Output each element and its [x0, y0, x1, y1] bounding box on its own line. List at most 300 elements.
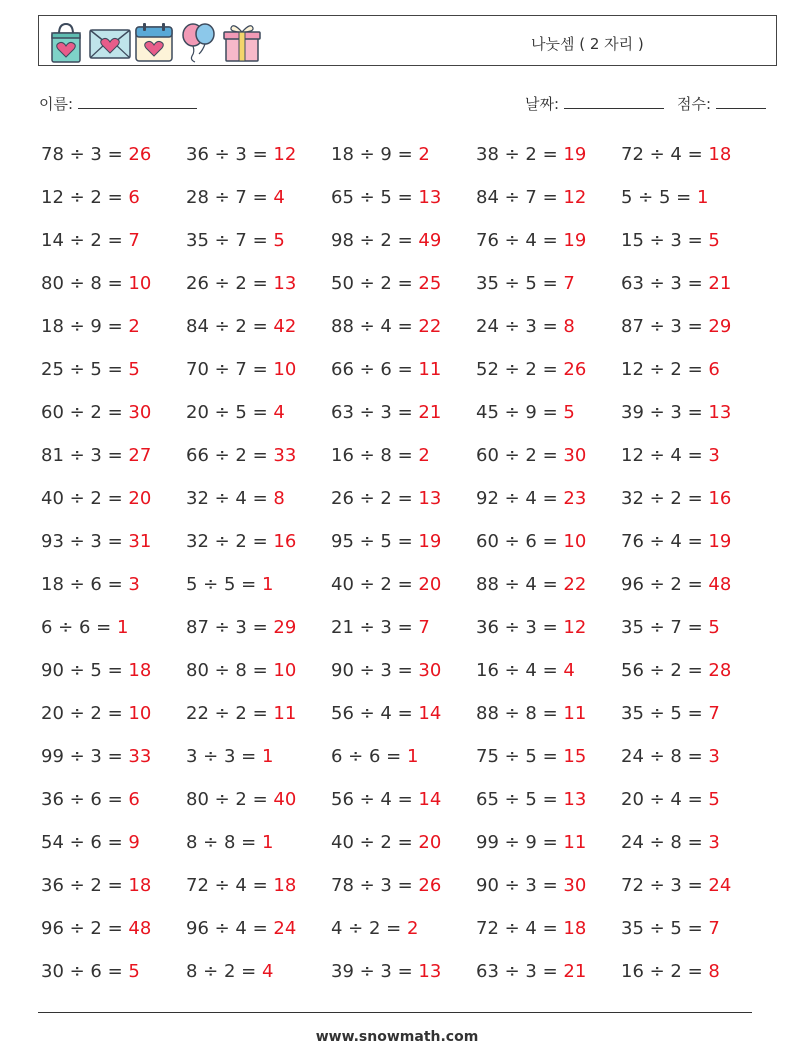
problem-answer: 20 [418, 832, 442, 853]
problem-row [41, 486, 766, 529]
problem-question: 50 ÷ 2 = [331, 273, 419, 294]
problem-cell [331, 615, 476, 658]
problem-cell [331, 701, 476, 744]
problem-answer: 9 [128, 832, 140, 853]
problem-question: 72 ÷ 4 = [476, 918, 564, 939]
problem-cell [186, 486, 331, 529]
problem-answer: 5 [708, 617, 720, 638]
problem-question: 60 ÷ 6 = [476, 531, 564, 552]
problem-cell [186, 572, 331, 615]
problem-question: 90 ÷ 3 = [476, 875, 564, 896]
problem-answer: 7 [128, 230, 140, 251]
problem-question: 12 ÷ 2 = [41, 187, 129, 208]
problem-answer: 1 [261, 746, 274, 767]
problem-answer: 21 [708, 273, 732, 294]
problem-cell [621, 486, 766, 529]
problem-question: 76 ÷ 4 = [621, 531, 709, 552]
problem-answer: 11 [563, 703, 587, 724]
problem-question: 25 ÷ 5 = [41, 359, 129, 380]
problem-answer: 23 [563, 488, 587, 509]
problem-cell [476, 959, 621, 1002]
problem-question: 40 ÷ 2 = [331, 574, 419, 595]
problem-cell [621, 185, 766, 228]
problem-cell [621, 615, 766, 658]
problem-row [41, 443, 766, 486]
problem-question: 18 ÷ 9 = [331, 144, 419, 165]
problem-cell [331, 271, 476, 314]
problem-cell [476, 486, 621, 529]
problem-cell [41, 357, 186, 400]
problem-answer: 5 [128, 359, 140, 380]
problem-question: 56 ÷ 2 = [621, 660, 709, 681]
problem-cell [621, 529, 766, 572]
problem-question: 6 ÷ 6 = [41, 617, 117, 638]
problem-answer: 6 [128, 789, 140, 810]
problem-answer: 7 [418, 617, 430, 638]
problem-question: 96 ÷ 2 = [41, 918, 129, 939]
problem-question: 87 ÷ 3 = [186, 617, 274, 638]
problem-answer: 6 [708, 359, 720, 380]
problem-question: 35 ÷ 5 = [621, 918, 709, 939]
problem-answer: 15 [563, 746, 587, 767]
problem-answer: 30 [563, 445, 587, 466]
problem-answer: 2 [418, 144, 430, 165]
problem-answer: 33 [128, 746, 152, 767]
problem-answer: 28 [708, 660, 732, 681]
problem-cell [331, 228, 476, 271]
problem-question: 95 ÷ 5 = [331, 531, 419, 552]
problem-answer: 19 [563, 144, 587, 165]
problem-question: 80 ÷ 8 = [186, 660, 274, 681]
problem-question: 26 ÷ 2 = [186, 273, 274, 294]
problem-question: 12 ÷ 2 = [621, 359, 709, 380]
footer-divider [38, 1012, 752, 1013]
problem-answer: 12 [273, 144, 297, 165]
problem-cell [41, 400, 186, 443]
problem-answer: 4 [273, 187, 285, 208]
problem-cell [476, 701, 621, 744]
problem-cell [331, 787, 476, 830]
problem-answer: 8 [708, 961, 720, 982]
problem-cell [41, 658, 186, 701]
problem-answer: 25 [418, 273, 442, 294]
problem-question: 40 ÷ 2 = [41, 488, 129, 509]
problem-question: 6 ÷ 6 = [331, 746, 407, 767]
problem-cell [621, 314, 766, 357]
problem-question: 4 ÷ 2 = [331, 918, 407, 939]
problem-cell [186, 701, 331, 744]
problem-row [41, 959, 766, 1002]
problem-cell [476, 916, 621, 959]
problem-cell [621, 400, 766, 443]
problem-cell [476, 572, 621, 615]
problem-cell [476, 787, 621, 830]
balloons-icon [177, 20, 219, 64]
problem-cell [331, 744, 476, 787]
problem-cell [621, 873, 766, 916]
problem-question: 90 ÷ 3 = [331, 660, 419, 681]
problem-answer: 8 [563, 316, 575, 337]
problem-cell [331, 314, 476, 357]
problem-answer: 10 [563, 531, 587, 552]
problem-cell [621, 830, 766, 873]
problem-question: 56 ÷ 4 = [331, 789, 419, 810]
problem-question: 90 ÷ 5 = [41, 660, 129, 681]
problem-cell [186, 357, 331, 400]
problem-answer: 49 [418, 230, 442, 251]
problem-question: 35 ÷ 7 = [621, 617, 709, 638]
problem-answer: 4 [273, 402, 285, 423]
problem-question: 16 ÷ 8 = [331, 445, 419, 466]
problem-cell [476, 142, 621, 185]
problem-answer: 14 [418, 703, 442, 724]
problem-answer: 12 [563, 187, 587, 208]
problem-question: 92 ÷ 4 = [476, 488, 564, 509]
problem-question: 24 ÷ 8 = [621, 832, 709, 853]
problem-answer: 18 [708, 144, 732, 165]
problem-row [41, 271, 766, 314]
problem-cell [621, 443, 766, 486]
problem-cell [476, 314, 621, 357]
problem-question: 8 ÷ 2 = [186, 961, 262, 982]
problem-cell [41, 314, 186, 357]
problem-question: 88 ÷ 4 = [476, 574, 564, 595]
problem-question: 84 ÷ 7 = [476, 187, 564, 208]
problem-question: 38 ÷ 2 = [476, 144, 564, 165]
problem-question: 36 ÷ 3 = [186, 144, 274, 165]
problem-cell [331, 529, 476, 572]
problem-question: 30 ÷ 6 = [41, 961, 129, 982]
problem-question: 63 ÷ 3 = [476, 961, 564, 982]
problem-question: 99 ÷ 9 = [476, 832, 564, 853]
problem-question: 20 ÷ 4 = [621, 789, 709, 810]
problem-cell [621, 701, 766, 744]
problem-answer: 14 [418, 789, 442, 810]
problem-cell [331, 400, 476, 443]
problem-cell [476, 873, 621, 916]
problem-answer: 2 [128, 316, 140, 337]
problem-cell [621, 572, 766, 615]
problem-cell [41, 787, 186, 830]
problem-answer: 13 [563, 789, 587, 810]
problem-cell [331, 830, 476, 873]
problem-question: 72 ÷ 4 = [186, 875, 274, 896]
shopping-bag-heart-icon [45, 20, 87, 64]
problem-question: 76 ÷ 4 = [476, 230, 564, 251]
problem-answer: 11 [418, 359, 442, 380]
problem-question: 56 ÷ 4 = [331, 703, 419, 724]
problem-answer: 22 [563, 574, 587, 595]
problem-answer: 40 [273, 789, 297, 810]
problem-question: 93 ÷ 3 = [41, 531, 129, 552]
problem-cell [41, 959, 186, 1002]
problem-cell [41, 701, 186, 744]
problem-cell [476, 830, 621, 873]
problem-cell [186, 787, 331, 830]
problem-answer: 10 [128, 703, 152, 724]
problem-question: 63 ÷ 3 = [621, 273, 709, 294]
date-label: 날짜: [525, 95, 560, 113]
problem-answer: 19 [708, 531, 732, 552]
problem-cell [186, 314, 331, 357]
worksheet-header [38, 15, 777, 66]
problem-cell [41, 830, 186, 873]
problem-answer: 48 [128, 918, 152, 939]
problem-question: 39 ÷ 3 = [331, 961, 419, 982]
problem-answer: 27 [128, 445, 152, 466]
problem-cell [186, 271, 331, 314]
problem-answer: 4 [563, 660, 575, 681]
problem-question: 54 ÷ 6 = [41, 832, 129, 853]
problem-answer: 3 [708, 832, 720, 853]
problem-row [41, 873, 766, 916]
problem-row [41, 830, 766, 873]
problem-cell [331, 873, 476, 916]
problem-answer: 7 [563, 273, 575, 294]
problem-cell [621, 357, 766, 400]
problem-answer: 1 [116, 617, 129, 638]
problem-question: 36 ÷ 2 = [41, 875, 129, 896]
problem-cell [186, 400, 331, 443]
problem-question: 18 ÷ 9 = [41, 316, 129, 337]
problem-question: 39 ÷ 3 = [621, 402, 709, 423]
problem-cell [41, 185, 186, 228]
problem-question: 35 ÷ 7 = [186, 230, 274, 251]
problem-question: 36 ÷ 6 = [41, 789, 129, 810]
problem-cell [476, 185, 621, 228]
problem-row [41, 142, 766, 185]
problem-answer: 4 [261, 961, 274, 982]
problem-cell [331, 357, 476, 400]
problem-question: 66 ÷ 2 = [186, 445, 274, 466]
problem-row [41, 185, 766, 228]
problem-answer: 18 [128, 660, 152, 681]
problem-answer: 33 [273, 445, 297, 466]
problem-question: 96 ÷ 4 = [186, 918, 274, 939]
problem-answer: 1 [261, 574, 274, 595]
name-label: 이름: [39, 95, 74, 113]
problem-answer: 5 [708, 789, 720, 810]
date-field[interactable] [525, 93, 664, 114]
problem-question: 21 ÷ 3 = [331, 617, 419, 638]
problem-cell [41, 615, 186, 658]
problem-question: 60 ÷ 2 = [476, 445, 564, 466]
problem-grid [41, 142, 766, 1002]
problem-question: 32 ÷ 4 = [186, 488, 274, 509]
problem-answer: 3 [128, 574, 140, 595]
problem-cell [41, 744, 186, 787]
problem-answer: 16 [273, 531, 297, 552]
problem-cell [476, 529, 621, 572]
problem-question: 87 ÷ 3 = [621, 316, 709, 337]
problem-cell [41, 142, 186, 185]
problem-question: 99 ÷ 3 = [41, 746, 129, 767]
problem-cell [621, 744, 766, 787]
problem-cell [621, 658, 766, 701]
problem-answer: 26 [563, 359, 587, 380]
problem-question: 80 ÷ 8 = [41, 273, 129, 294]
problem-question: 96 ÷ 2 = [621, 574, 709, 595]
problem-answer: 21 [563, 961, 587, 982]
problem-answer: 5 [708, 230, 720, 251]
problem-answer: 48 [708, 574, 732, 595]
problem-cell [476, 271, 621, 314]
problem-row [41, 529, 766, 572]
problem-question: 52 ÷ 2 = [476, 359, 564, 380]
problem-cell [41, 443, 186, 486]
problem-cell [621, 959, 766, 1002]
problem-cell [41, 572, 186, 615]
problem-cell [186, 228, 331, 271]
problem-cell [476, 400, 621, 443]
problem-row [41, 701, 766, 744]
problem-answer: 7 [708, 918, 720, 939]
problem-cell [186, 529, 331, 572]
problem-question: 5 ÷ 5 = [621, 187, 697, 208]
problem-cell [331, 572, 476, 615]
problem-answer: 42 [273, 316, 297, 337]
problem-question: 28 ÷ 7 = [186, 187, 274, 208]
problem-question: 72 ÷ 4 = [621, 144, 709, 165]
header-icons [45, 20, 263, 64]
problem-question: 20 ÷ 2 = [41, 703, 129, 724]
problem-question: 16 ÷ 2 = [621, 961, 709, 982]
problem-cell [186, 443, 331, 486]
problem-question: 75 ÷ 5 = [476, 746, 564, 767]
problem-answer: 29 [708, 316, 732, 337]
problem-question: 22 ÷ 2 = [186, 703, 274, 724]
problem-question: 5 ÷ 5 = [186, 574, 262, 595]
problem-answer: 24 [273, 918, 297, 939]
problem-answer: 11 [273, 703, 297, 724]
problem-answer: 3 [708, 746, 720, 767]
problem-cell [41, 916, 186, 959]
problem-answer: 22 [418, 316, 442, 337]
problem-cell [331, 142, 476, 185]
problem-question: 32 ÷ 2 = [186, 531, 274, 552]
problem-answer: 13 [418, 488, 442, 509]
problem-cell [186, 744, 331, 787]
problem-answer: 8 [273, 488, 285, 509]
problem-question: 88 ÷ 4 = [331, 316, 419, 337]
problem-row [41, 357, 766, 400]
problem-question: 65 ÷ 5 = [476, 789, 564, 810]
problem-answer: 18 [128, 875, 152, 896]
problem-answer: 11 [563, 832, 587, 853]
problem-cell [621, 787, 766, 830]
score-label: 점수: [677, 95, 712, 113]
problem-question: 40 ÷ 2 = [331, 832, 419, 853]
problem-answer: 19 [563, 230, 587, 251]
problem-cell [476, 228, 621, 271]
problem-answer: 5 [273, 230, 285, 251]
score-field[interactable] [677, 93, 766, 114]
problem-answer: 18 [563, 918, 587, 939]
envelope-heart-icon [89, 20, 131, 64]
problem-answer: 30 [563, 875, 587, 896]
problem-answer: 13 [418, 187, 442, 208]
problem-question: 15 ÷ 3 = [621, 230, 709, 251]
problem-question: 32 ÷ 2 = [621, 488, 709, 509]
problem-question: 16 ÷ 4 = [476, 660, 564, 681]
problem-row [41, 787, 766, 830]
problem-answer: 29 [273, 617, 297, 638]
problem-row [41, 228, 766, 271]
score-blank[interactable] [716, 94, 766, 109]
problem-question: 72 ÷ 3 = [621, 875, 709, 896]
problem-question: 65 ÷ 5 = [331, 187, 419, 208]
problem-cell [331, 486, 476, 529]
problem-cell [41, 271, 186, 314]
problem-cell [331, 443, 476, 486]
problem-cell [41, 873, 186, 916]
problem-answer: 2 [418, 445, 430, 466]
problem-cell [186, 185, 331, 228]
problem-answer: 10 [273, 359, 297, 380]
problem-answer: 13 [273, 273, 297, 294]
problem-cell [186, 830, 331, 873]
problem-row [41, 572, 766, 615]
problem-cell [621, 916, 766, 959]
problem-cell [621, 271, 766, 314]
problem-question: 35 ÷ 5 = [476, 273, 564, 294]
problem-cell [331, 185, 476, 228]
problem-cell [476, 443, 621, 486]
problem-answer: 16 [708, 488, 732, 509]
problem-answer: 13 [708, 402, 732, 423]
worksheet-title: 나눗셈 ( 2 자리 ) [531, 35, 644, 53]
problem-answer: 1 [406, 746, 419, 767]
problem-cell [186, 959, 331, 1002]
problem-answer: 7 [708, 703, 720, 724]
problem-cell [476, 744, 621, 787]
problem-question: 14 ÷ 2 = [41, 230, 129, 251]
problem-question: 24 ÷ 3 = [476, 316, 564, 337]
date-blank[interactable] [564, 94, 664, 109]
problem-question: 60 ÷ 2 = [41, 402, 129, 423]
problem-answer: 5 [563, 402, 575, 423]
problem-row [41, 615, 766, 658]
problem-question: 63 ÷ 3 = [331, 402, 419, 423]
problem-cell [41, 529, 186, 572]
problem-cell [621, 228, 766, 271]
problem-question: 78 ÷ 3 = [331, 875, 419, 896]
problem-cell [186, 142, 331, 185]
problem-question: 70 ÷ 7 = [186, 359, 274, 380]
calendar-heart-icon [133, 20, 175, 64]
problem-question: 20 ÷ 5 = [186, 402, 274, 423]
name-blank[interactable] [78, 94, 197, 109]
problem-answer: 19 [418, 531, 442, 552]
problem-answer: 21 [418, 402, 442, 423]
problem-cell [186, 615, 331, 658]
problem-row [41, 744, 766, 787]
problem-row [41, 314, 766, 357]
problem-row [41, 658, 766, 701]
name-field[interactable] [39, 93, 197, 114]
problem-cell [621, 142, 766, 185]
problem-answer: 1 [696, 187, 709, 208]
problem-question: 26 ÷ 2 = [331, 488, 419, 509]
problem-cell [186, 873, 331, 916]
problem-answer: 30 [418, 660, 442, 681]
problem-row [41, 400, 766, 443]
problem-question: 3 ÷ 3 = [186, 746, 262, 767]
problem-answer: 24 [708, 875, 732, 896]
problem-answer: 30 [128, 402, 152, 423]
problem-question: 35 ÷ 5 = [621, 703, 709, 724]
problem-cell [331, 916, 476, 959]
